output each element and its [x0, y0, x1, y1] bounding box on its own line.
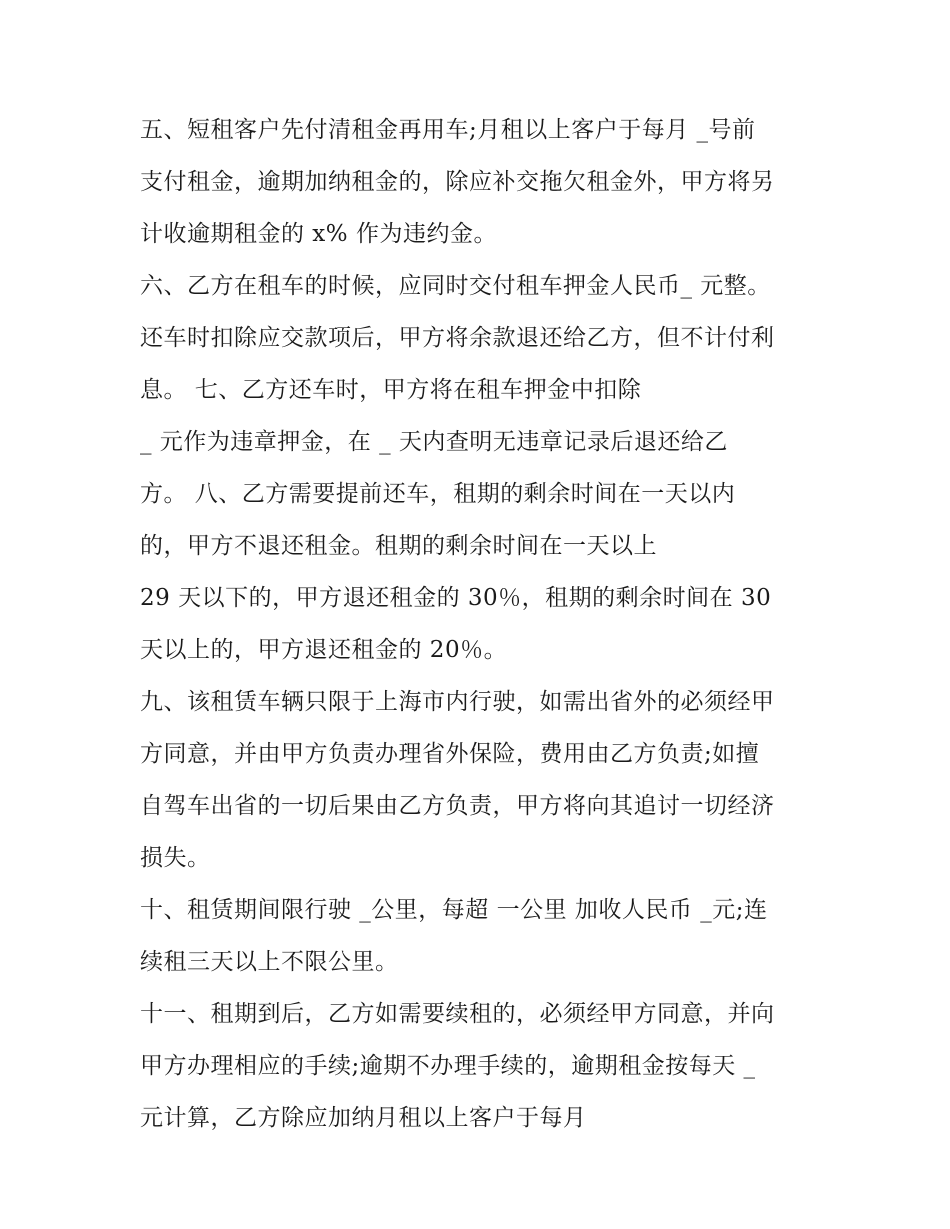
text-line: 计收逾期租金的 x% 作为违约金。 — [140, 221, 497, 247]
text-line: 方同意，并由甲方负责办理省外保险，费用由乙方负责;如擅 — [140, 741, 760, 767]
text-line: _ 元作为违章押金，在 _ 天内查明无违章记录后退还给乙 — [140, 429, 728, 455]
text-line: 的，甲方不退还租金。租期的剩余时间在一天以上 — [140, 533, 657, 559]
text-line: 甲方办理相应的手续;逾期不办理手续的，逾期租金按每天 _ — [140, 1053, 756, 1079]
text-line: 十一、租期到后，乙方如需要续租的，必须经甲方同意，并向 — [140, 1001, 775, 1027]
text-line: 方。 八、乙方需要提前还车，租期的剩余时间在一天以内 — [140, 481, 736, 507]
text-line: 自驾车出省的一切后果由乙方负责，甲方将向其追讨一切经济 — [140, 793, 775, 819]
text-line: 息。 七、乙方还车时，甲方将在租车押金中扣除 — [140, 377, 642, 403]
text-line: 天以上的，甲方退还租金的 20％。 — [140, 637, 508, 663]
text-line: 六、乙方在租车的时候，应同时交付租车押金人民币_ 元整。 — [140, 273, 771, 299]
text-line: 九、该租赁车辆只限于上海市内行驶，如需出省外的必须经甲 — [140, 689, 775, 715]
text-line: 29 天以下的，甲方退还租金的 30％，租期的剩余时间在 30 — [140, 585, 772, 611]
text-line: 元计算，乙方除应加纳月租以上客户于每月 — [140, 1105, 587, 1131]
text-line: 支付租金，逾期加纳租金的，除应补交拖欠租金外，甲方将另 — [140, 169, 775, 195]
text-line: 还车时扣除应交款项后，甲方将余款退还给乙方，但不计付利 — [140, 325, 775, 351]
text-line: 损失。 — [140, 845, 211, 871]
text-line: 五、短租客户先付清租金再用车;月租以上客户于每月 _号前 — [140, 117, 756, 143]
text-line: 续租三天以上不限公里。 — [140, 949, 399, 975]
text-line: 十、租赁期间限行驶 _公里，每超 一公里 加收人民币 _元;连 — [140, 897, 768, 923]
